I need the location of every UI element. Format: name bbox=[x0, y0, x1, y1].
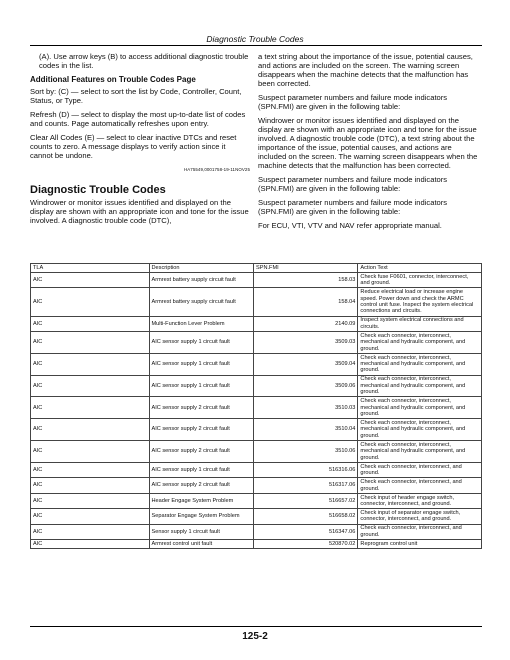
cell-tla: AIC bbox=[31, 316, 150, 331]
table-row bbox=[31, 509, 482, 524]
cell-action-text: Inspect system electrical connections and circuits. bbox=[358, 316, 482, 331]
right-paragraph-2: Suspect parameter numbers and failure mode indicators (SPN.FMI) are given in the following table: bbox=[258, 93, 448, 111]
table-header-row bbox=[31, 264, 482, 273]
table-row bbox=[31, 419, 482, 441]
table-row bbox=[31, 539, 482, 548]
table-row bbox=[31, 397, 482, 419]
section-paragraph: Windrower or monitor issues identified and displayed on the display are shown with an appropriate icon and tone for the issue involved. A diagnostic trouble code (DTC), bbox=[30, 198, 249, 225]
cell-action-text: Check input of separator engage switch, connector, interconnect, and ground. bbox=[358, 509, 482, 524]
table-row bbox=[31, 441, 482, 463]
cell-spn-fmi: 520870.02 bbox=[254, 539, 358, 548]
cell-tla: AIC bbox=[31, 273, 150, 288]
cell-spn-fmi: 516347.06 bbox=[254, 524, 358, 539]
cell-action-text: Check input of header engage switch, connector, interconnect, and ground. bbox=[358, 493, 482, 508]
section-heading: Diagnostic Trouble Codes bbox=[30, 184, 166, 196]
table-row bbox=[31, 524, 482, 539]
header-divider bbox=[30, 45, 482, 46]
cell-spn-fmi: 516317.06 bbox=[254, 478, 358, 493]
cell-spn-fmi: 516316.06 bbox=[254, 462, 358, 477]
cell-spn-fmi: 516657.02 bbox=[254, 493, 358, 508]
cell-tla: AIC bbox=[31, 419, 150, 441]
table-row bbox=[31, 353, 482, 375]
cell-tla: AIC bbox=[31, 397, 150, 419]
table-row bbox=[31, 332, 482, 354]
cell-description: AIC sensor supply 1 circuit fault bbox=[149, 353, 254, 375]
cell-spn-fmi: 516658.02 bbox=[254, 509, 358, 524]
cell-tla: AIC bbox=[31, 524, 150, 539]
table-row bbox=[31, 273, 482, 288]
cell-action-text: Check each connector, interconnect, mechanical and hydraulic component, and ground. bbox=[358, 397, 482, 419]
column-header-action-text: Action Text bbox=[358, 264, 482, 273]
feature-refresh: Refresh (D) — select to display the most up-to-date list of codes and counts. Page automatically refreshes upon entry. bbox=[30, 110, 246, 128]
cell-action-text: Check each connector, interconnect, mechanical and hydraulic component, and ground. bbox=[358, 441, 482, 463]
cell-tla: AIC bbox=[31, 441, 150, 463]
cell-description: Armrest battery supply circuit fault bbox=[149, 288, 254, 316]
table-row bbox=[31, 316, 482, 331]
page-number: 125-2 bbox=[242, 631, 268, 642]
cell-description: AIC sensor supply 1 circuit fault bbox=[149, 332, 254, 354]
cell-action-text: Check each connector, interconnect, mechanical and hydraulic component, and ground. bbox=[358, 332, 482, 354]
right-column bbox=[258, 52, 482, 235]
table-row bbox=[31, 462, 482, 477]
cell-spn-fmi: 3509.04 bbox=[254, 353, 358, 375]
cell-description: Sensor supply 1 circuit fault bbox=[149, 524, 254, 539]
cell-tla: AIC bbox=[31, 493, 150, 508]
cell-description: AIC sensor supply 2 circuit fault bbox=[149, 397, 254, 419]
cell-tla: AIC bbox=[31, 332, 150, 354]
right-paragraph-4: Suspect parameter numbers and failure mode indicators (SPN.FMI) are given in the following table: bbox=[258, 175, 448, 193]
cell-spn-fmi: 2140.09 bbox=[254, 316, 358, 331]
cell-spn-fmi: 3510.03 bbox=[254, 397, 358, 419]
cell-tla: AIC bbox=[31, 353, 150, 375]
table-row bbox=[31, 478, 482, 493]
cell-spn-fmi: 158.03 bbox=[254, 273, 358, 288]
right-paragraph-5: Suspect parameter numbers and failure mode indicators (SPN.FMI) are given in the following table: bbox=[258, 198, 448, 216]
cell-description: Header Engage System Problem bbox=[149, 493, 254, 508]
cell-action-text: Reduce electrical load or increase engine speed. Power down and check the ARMC control unit fuse. Inspect the system electrical connections and circuits. bbox=[358, 288, 482, 316]
features-heading: Additional Features on Trouble Codes Page bbox=[30, 75, 196, 84]
cell-description: Multi-Function Lever Problem bbox=[149, 316, 254, 331]
cell-action-text: Check each connector, interconnect, mechanical and hydraulic component, and ground. bbox=[358, 353, 482, 375]
reference-code: HA75549,0001758-19-11NOV25 bbox=[184, 167, 250, 172]
cell-description: AIC sensor supply 2 circuit fault bbox=[149, 441, 254, 463]
cell-spn-fmi: 158.04 bbox=[254, 288, 358, 316]
cell-description: Armrest battery supply circuit fault bbox=[149, 273, 254, 288]
cell-description: AIC sensor supply 2 circuit fault bbox=[149, 419, 254, 441]
cell-spn-fmi: 3509.03 bbox=[254, 332, 358, 354]
cell-action-text: Check each connector, interconnect, and ground. bbox=[358, 524, 482, 539]
dtc-table bbox=[30, 263, 482, 549]
left-column bbox=[30, 52, 250, 230]
cell-action-text: Check each connector, interconnect, and ground. bbox=[358, 462, 482, 477]
cell-tla: AIC bbox=[31, 539, 150, 548]
table-row bbox=[31, 375, 482, 397]
footer-divider bbox=[30, 626, 482, 627]
right-paragraph-3: Windrower or monitor issues identified and displayed on the display are shown with an appropriate icon and tone for the issue involved. A diagnostic trouble code (DTC), a text string about the importance of the issue, potential causes, and actions are included on the screen. The warning screen disappears when the machine detects that the malfunction has been corrected. bbox=[258, 116, 478, 170]
feature-clear-all: Clear All Codes (E) — select to clear inactive DTCs and reset counts to zero. A message displays to verify action since it cannot be undone. bbox=[30, 133, 237, 160]
cell-description: AIC sensor supply 1 circuit fault bbox=[149, 462, 254, 477]
table-body bbox=[31, 273, 482, 549]
cell-tla: AIC bbox=[31, 478, 150, 493]
table-row bbox=[31, 493, 482, 508]
table-row bbox=[31, 288, 482, 316]
cell-spn-fmi: 3510.06 bbox=[254, 441, 358, 463]
column-header-tla: TLA bbox=[31, 264, 150, 273]
column-header-description: Description bbox=[149, 264, 254, 273]
cell-action-text: Check fuse F0601, connector, interconnect, and ground. bbox=[358, 273, 482, 288]
cell-description: Separator Engage System Problem bbox=[149, 509, 254, 524]
cell-tla: AIC bbox=[31, 462, 150, 477]
cell-action-text: Check each connector, interconnect, mechanical and hydraulic component, and ground. bbox=[358, 375, 482, 397]
right-paragraph-6: For ECU, VTI, VTV and NAV refer appropriate manual. bbox=[258, 221, 442, 230]
cell-description: Armrest control unit fault bbox=[149, 539, 254, 548]
cell-spn-fmi: 3510.04 bbox=[254, 419, 358, 441]
cell-action-text: Reprogram control unit bbox=[358, 539, 482, 548]
cell-tla: AIC bbox=[31, 288, 150, 316]
page-header-title: Diagnostic Trouble Codes bbox=[206, 34, 304, 44]
cell-spn-fmi: 3509.06 bbox=[254, 375, 358, 397]
cell-description: AIC sensor supply 2 circuit fault bbox=[149, 478, 254, 493]
cell-action-text: Check each connector, interconnect, mechanical and hydraulic component, and ground. bbox=[358, 419, 482, 441]
cell-tla: AIC bbox=[31, 509, 150, 524]
feature-sort-by: Sort by: (C) — select to sort the list by Code, Controller, Count, Status, or Type. bbox=[30, 87, 242, 105]
cell-action-text: Check each connector, interconnect, and ground. bbox=[358, 478, 482, 493]
cell-tla: AIC bbox=[31, 375, 150, 397]
cell-description: AIC sensor supply 1 circuit fault bbox=[149, 375, 254, 397]
intro-paragraph: (A). Use arrow keys (B) to access additional diagnostic trouble codes in the list. bbox=[39, 52, 249, 70]
column-header-spn-fmi: SPN.FMI bbox=[254, 264, 358, 273]
right-paragraph-1: a text string about the importance of the issue, potential causes, and actions are included on the screen. The warning screen disappears when the machine detects that the malfunction has been corrected. bbox=[258, 52, 473, 88]
